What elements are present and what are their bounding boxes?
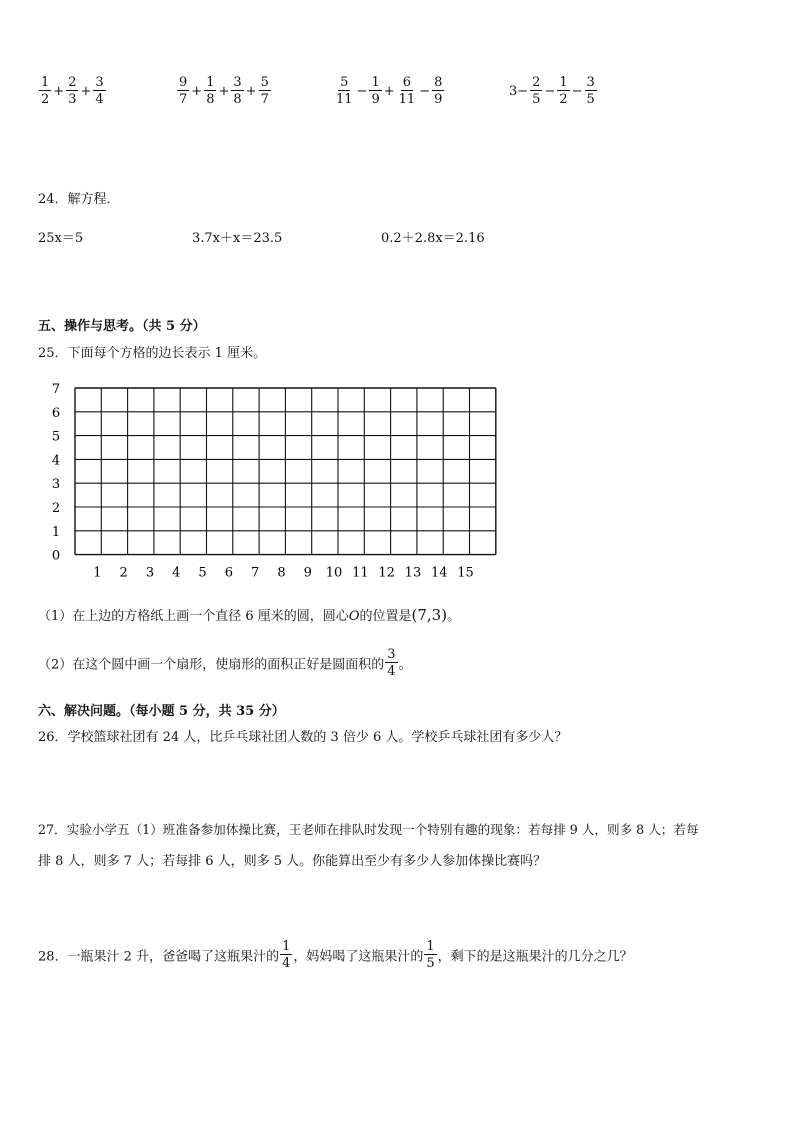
grid-x-label: 4 [172,565,181,580]
q23-expression-1 [38,76,107,106]
fraction-numerator: 3 [586,75,595,90]
grid-x-label: 13 [404,565,422,580]
grid-lines [75,388,496,555]
grid-y-label: 3 [51,477,61,493]
fraction-numerator: 2 [532,75,541,90]
fraction [585,76,597,106]
fraction [66,76,78,106]
grid-y-labels [52,382,60,564]
fraction-denominator: 4 [282,956,291,971]
q25-sub2-end: 。 [398,657,412,673]
fraction [231,76,243,106]
fraction-numerator: 6 [402,75,412,90]
operator: + [191,83,203,99]
fraction-denominator: 7 [179,92,188,107]
coordinate-grid [38,378,508,580]
fraction-numerator: 5 [340,75,349,90]
grid-y-label: 4 [51,453,61,469]
q24-equation-1: 25x＝5 [38,231,84,246]
grid-x-label: 1 [93,565,102,580]
q25-sub2-text: （2）在这个圆中画一个扇形，使扇形的面积正好是圆面积的 [38,657,385,673]
grid-x-label: 3 [145,565,155,580]
fraction-numerator: 3 [95,75,104,90]
fraction [369,76,381,106]
fraction [204,76,216,106]
fraction [39,76,51,106]
grid-y-label: 0 [51,548,61,564]
q24-equation-3: 0.2＋2.8x＝2.16 [381,231,485,246]
q27-text-line-1: 27．实验小学五（1）班准备参加体操比赛，王老师在排队时发现一个特别有趣的现象：若每排 9 人，则多 8 人；若每 [38,822,699,837]
fraction-denominator: 11 [398,92,416,107]
fraction [397,76,418,106]
fraction-numerator: 9 [179,75,188,90]
fraction-denominator: 2 [41,92,50,107]
q28-part-c: ，剩下的是这瓶果汁的几分之几？ [437,949,633,965]
q24-title: 24．解方程． [38,192,120,207]
fraction-numerator: 8 [434,75,443,90]
q23-expression-3 [333,76,445,106]
section-5-heading: 五、操作与思考。（共 5 分） [38,319,206,334]
fraction-numerator: 1 [206,75,215,90]
q25-sub2-fraction [385,648,397,678]
q28-part-b: ，妈妈喝了这瓶果汁的 [293,949,424,965]
grid-x-label: 6 [224,565,233,580]
fraction-denominator: 4 [387,664,396,679]
grid-x-label: 15 [457,565,474,580]
fraction [334,76,355,106]
grid-x-label: 10 [325,565,343,580]
fraction-denominator: 7 [260,92,269,107]
q25-sub1-end: 。 [447,609,461,624]
operator: 3− [509,83,529,99]
fraction-denominator: 11 [336,92,353,107]
grid-y-label: 5 [51,429,61,445]
fraction-denominator: 2 [559,92,568,107]
grid-x-label: 12 [378,565,395,580]
operator: − [356,83,368,99]
fraction-numerator: 5 [260,75,269,90]
q28-part-a: 28．一瓶果汁 2 升，爸爸喝了这瓶果汁的 [38,949,280,965]
fraction-numerator: 1 [371,75,380,90]
fraction-denominator: 5 [586,92,595,107]
q25-subquestion-2 [38,648,412,678]
grid-x-labels [93,566,474,580]
q25-text: 25．下面每个方格的边长表示 1 厘米。 [38,346,267,361]
fraction-denominator: 5 [426,956,435,971]
fraction-denominator: 5 [532,92,541,107]
q23-expression-4 [508,76,598,106]
grid-x-label: 9 [303,565,312,580]
grid-x-label: 5 [198,565,207,580]
grid-x-label: 7 [251,565,260,580]
fraction-denominator: 8 [233,92,242,107]
grid-x-label: 11 [352,565,369,580]
fraction [557,76,569,106]
fraction-denominator: 4 [95,92,104,107]
fraction-numerator: 1 [559,75,568,90]
operator: − [419,83,431,99]
grid-y-label: 6 [51,405,61,421]
fraction [93,76,105,106]
operator: + [383,83,395,99]
operator: + [53,83,65,99]
q25-sub1-mid: 的位置是 [359,609,412,624]
fraction [530,76,542,106]
fraction-denominator: 3 [68,92,77,107]
q28-fraction-2 [424,940,436,970]
operator: − [544,83,556,99]
grid-y-label: 7 [51,382,61,397]
grid-x-label: 8 [277,565,286,580]
fraction-denominator: 8 [206,92,215,107]
q27-text-line-2: 排 8 人，则多 7 人；若每排 6 人，则多 5 人。你能算出至少有多少人参加体操比赛吗？ [38,854,547,869]
q26-text: 26．学校篮球社团有 24 人，比乒乓球社团人数的 3 倍少 6 人。学校乒乓球社团有多少人？ [38,730,568,745]
fraction-denominator: 9 [371,92,380,107]
fraction-numerator: 3 [233,75,242,90]
grid-x-label: 14 [430,565,448,580]
fraction-numerator: 1 [426,939,435,954]
fraction [177,76,189,106]
operator: + [80,83,92,99]
fraction-denominator: 9 [434,92,443,107]
fraction [432,76,444,106]
q28-fraction-1 [280,940,292,970]
q28-text [38,940,633,970]
operator: + [218,83,230,99]
q24-equation-2: 3.7x＋x＝23.5 [192,231,283,246]
grid-y-label: 2 [51,501,61,516]
operator: − [571,83,583,99]
q25-subquestion-1 [38,605,460,624]
fraction-numerator: 3 [387,647,396,662]
q25-sub1-coordinate: (7,3) [411,606,448,624]
section-6-heading: 六、解决问题。（每小题 5 分，共 35 分） [38,704,285,719]
q25-sub1-variable: O [348,609,360,624]
q25-sub1-text: （1）在上边的方格纸上画一个直径 6 厘米的圆，圆心 [38,609,349,624]
fraction-numerator: 2 [68,75,77,90]
fraction-numerator: 1 [41,75,50,90]
q23-expression-2 [176,76,272,106]
operator: + [245,83,257,99]
grid-x-label: 2 [119,565,128,580]
grid-y-label: 1 [51,524,61,540]
fraction-numerator: 1 [282,939,291,954]
fraction [259,76,271,106]
